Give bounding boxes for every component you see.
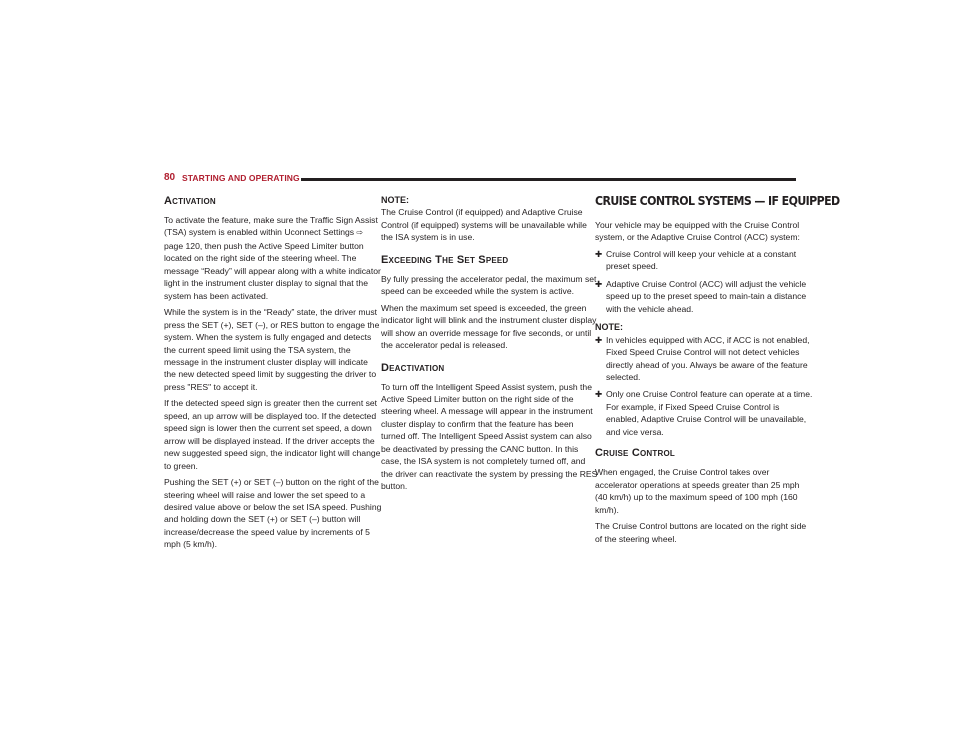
cruise-intro: Your vehicle may be equipped with the Cruise Control system, or the Adaptive Cruise Control (ACC) system: (595, 220, 800, 243)
cruise-paragraph-1: When engaged, the Cruise Control takes over accelerator operations at speeds greater than 25 mph (40 km/h) up to the maximum speed of 100 mph (160 km/h). (595, 467, 800, 515)
page-header (164, 172, 796, 186)
list-item-text: Cruise Control will keep your vehicle at a constant preset speed. (606, 248, 797, 272)
activation-paragraph-3: If the detected speed sign is greater then the current set speed, an up arrow will be displayed too. If the detected speed sign is lower then the current set speed, a down arrow will be displayed instead. If the driver accepts the new suggested speed sign, the indicator light will change to green. (164, 398, 381, 471)
activation-paragraph-2: While the system is in the “Ready” state, the driver must press the SET (+), SET (–), or RES button to engage the system. When the system is fully engaged and detects the current speed limit using the TSA system, the message in the instrument cluster display will indicate the new detected speed limit by suggesting the driver to press "RES" to accept it. (164, 307, 380, 392)
list-item (595, 248, 813, 273)
list-item (595, 388, 813, 438)
header-rule (301, 178, 796, 181)
exceeding-heading: Exceeding The Set Speed (381, 253, 509, 266)
cruise-control-systems-heading: CRUISE CONTROL SYSTEMS — IF EQUIPPED (595, 194, 840, 209)
cruise-types-list (595, 248, 813, 315)
bullet-icon: ✚ (595, 278, 603, 289)
list-item-text: Adaptive Cruise Control (ACC) will adjust the vehicle speed up to the preset speed to main-tain a distance with the vehicle ahead. (606, 278, 807, 314)
list-item (595, 278, 813, 315)
section-title: STARTING AND OPERATING (182, 172, 300, 183)
note-label: NOTE: (381, 195, 409, 205)
bullet-icon: ✚ (595, 389, 603, 400)
activation-text-a: To activate the feature, make sure the Traffic Sign Assist (TSA) system is enabled within Uconnect Settings (164, 215, 378, 238)
column-middle (381, 194, 599, 497)
exceeding-paragraph-2: When the maximum set speed is exceeded, the green indicator light will blink and the instrument cluster display will show an override message for five seconds, or until the accelerator pedal is released. (381, 302, 597, 351)
bullet-icon: ✚ (595, 248, 603, 259)
page-reference-arrow-icon: ⇨ (356, 228, 364, 238)
note-label: NOTE: (595, 322, 623, 333)
list-item-text: In vehicles equipped with ACC, if ACC is not enabled, Fixed Speed Cruise Control will not detect vehicles directly ahead of you. Always be aware of the feature selected. (606, 334, 810, 382)
column-left (164, 194, 382, 555)
activation-paragraph-4: Pushing the SET (+) or SET (–) button on the right of the steering wheel will raise and lower the set speed to a desired value above or below the set ISA speed. Pushing and holding down the SET (+) or SET (–) button will increase/decrease the speed value by increments of 5 mph (5 km/h). (164, 477, 382, 550)
list-item-text: Only one Cruise Control feature can operate at a time. For example, if Fixed Speed Cruise Control is enabled, Adaptive Cruise Control will be unavailable, and vice versa. (606, 389, 813, 437)
cruise-paragraph-2: The Cruise Control buttons are located on the right side of the steering wheel. (595, 521, 807, 544)
deactivation-paragraph: To turn off the Intelligent Speed Assist system, push the Active Speed Limiter button on the right side of the steering wheel. A message will appear in the instrument cluster display to confirm that the feature has been turned off. The Intelligent Speed Assist system can also be deactivated by pressing the CANC button. In this case, the ISA system is not completely turned off, and the driver can reactivate the system by pressing the RES button. (381, 381, 598, 492)
note-text: The Cruise Control (if equipped) and Adaptive Cruise Control (if equipped) systems will be unavailable while the ISA system is in use. (381, 207, 587, 243)
note-list (595, 334, 813, 439)
exceeding-paragraph-1: By fully pressing the accelerator pedal, the maximum set speed can be exceeded while the system is active. (381, 273, 597, 297)
deactivation-heading: Deactivation (381, 361, 445, 374)
note-block (381, 194, 599, 244)
activation-text-b: page 120, then push the Active Speed Limiter button located on the right side of the steering wheel. The message “Ready” will appear along with a white indicator light in the instrument cluster display to signal that the system has been activated. (164, 240, 381, 301)
bullet-icon: ✚ (595, 334, 603, 345)
column-right (595, 194, 840, 549)
cruise-control-heading: Cruise Control (595, 447, 675, 460)
activation-paragraph-1 (164, 214, 382, 302)
page-number: 80 (164, 172, 176, 183)
list-item (595, 334, 813, 384)
activation-heading: Activation (164, 195, 216, 207)
